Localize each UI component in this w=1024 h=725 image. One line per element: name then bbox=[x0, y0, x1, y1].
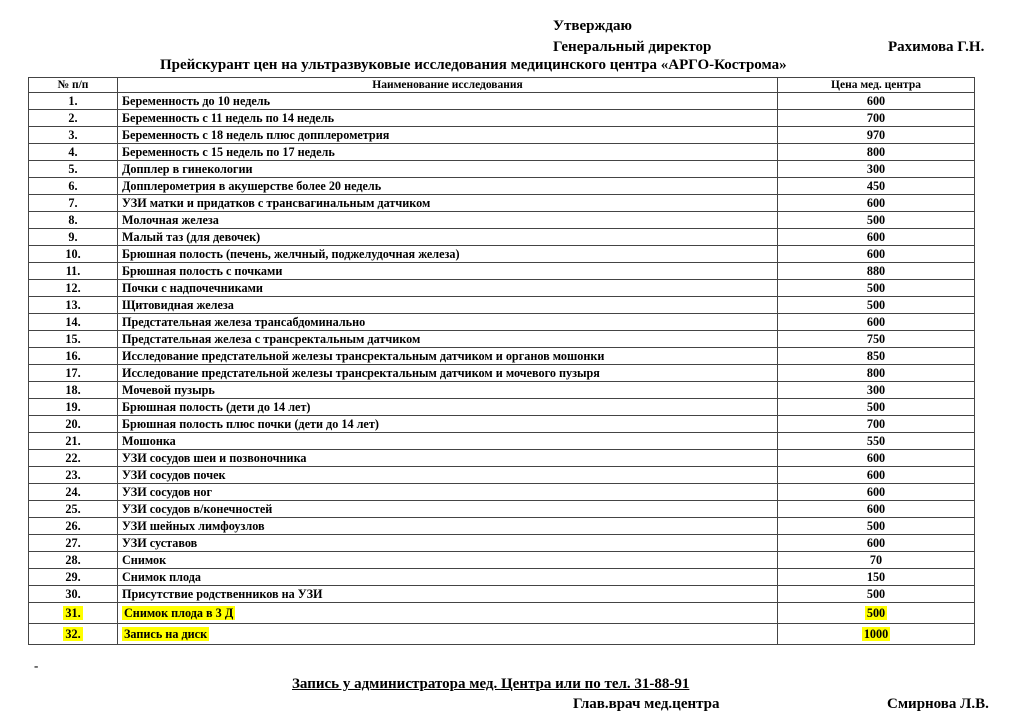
row-name-text: УЗИ сосудов почек bbox=[122, 468, 226, 482]
row-price-text: 700 bbox=[866, 417, 886, 431]
row-number-text: 14. bbox=[65, 315, 81, 329]
row-name-text: Присутствие родственников на УЗИ bbox=[122, 587, 323, 601]
stray-dash: - bbox=[34, 658, 39, 673]
row-number-text: 6. bbox=[68, 179, 78, 193]
row-number bbox=[29, 229, 118, 246]
row-number bbox=[29, 624, 118, 645]
table-row bbox=[29, 127, 975, 144]
row-price-text: 600 bbox=[866, 485, 886, 499]
row-number bbox=[29, 552, 118, 569]
row-name bbox=[118, 212, 778, 229]
row-price-text: 600 bbox=[866, 536, 886, 550]
row-price-text: 600 bbox=[866, 230, 886, 244]
row-price bbox=[778, 433, 975, 450]
row-name bbox=[118, 297, 778, 314]
table-row bbox=[29, 144, 975, 161]
row-name-text: Предстательная железа трансабдоминально bbox=[122, 315, 366, 329]
row-price bbox=[778, 603, 975, 624]
table-row bbox=[29, 569, 975, 586]
table-row bbox=[29, 246, 975, 263]
row-name-text: Щитовидная железа bbox=[122, 298, 234, 312]
row-number bbox=[29, 127, 118, 144]
row-price-text: 150 bbox=[866, 570, 886, 584]
row-price-text: 500 bbox=[866, 606, 886, 620]
table-row bbox=[29, 161, 975, 178]
row-name-text: Исследование предстательной железы трансректальным датчиком и мочевого пузыря bbox=[122, 366, 600, 380]
table-row bbox=[29, 263, 975, 280]
table-row bbox=[29, 331, 975, 348]
row-number-text: 13. bbox=[65, 298, 81, 312]
table-row bbox=[29, 93, 975, 110]
row-number-text: 2. bbox=[68, 111, 78, 125]
row-price-text: 600 bbox=[866, 196, 886, 210]
chief-doctor-name: Смирнова Л.В. bbox=[887, 696, 989, 712]
row-number bbox=[29, 161, 118, 178]
table-row bbox=[29, 484, 975, 501]
row-number bbox=[29, 586, 118, 603]
row-name-text: УЗИ суставов bbox=[122, 536, 198, 550]
row-number-text: 31. bbox=[65, 606, 81, 620]
row-name-text: УЗИ сосудов в/конечностей bbox=[122, 502, 273, 516]
row-name-text: Снимок плода в 3 Д bbox=[124, 606, 234, 620]
row-name bbox=[118, 484, 778, 501]
row-number-text: 21. bbox=[65, 434, 81, 448]
row-name bbox=[118, 467, 778, 484]
row-number bbox=[29, 263, 118, 280]
column-header-name: Наименование исследования bbox=[118, 78, 778, 93]
row-name bbox=[118, 93, 778, 110]
row-number-text: 30. bbox=[65, 587, 81, 601]
row-number bbox=[29, 535, 118, 552]
row-name-text: Брюшная полость (дети до 14 лет) bbox=[122, 400, 311, 414]
row-number bbox=[29, 433, 118, 450]
row-name bbox=[118, 518, 778, 535]
row-price bbox=[778, 178, 975, 195]
row-name bbox=[118, 552, 778, 569]
row-price bbox=[778, 110, 975, 127]
row-name bbox=[118, 144, 778, 161]
row-price-text: 70 bbox=[869, 553, 883, 567]
table-row bbox=[29, 280, 975, 297]
table-row bbox=[29, 603, 975, 624]
table-body bbox=[29, 93, 975, 645]
row-number bbox=[29, 450, 118, 467]
table-row bbox=[29, 552, 975, 569]
row-price bbox=[778, 365, 975, 382]
row-price-text: 500 bbox=[866, 587, 886, 601]
row-price bbox=[778, 314, 975, 331]
row-price bbox=[778, 161, 975, 178]
row-number bbox=[29, 144, 118, 161]
row-number bbox=[29, 501, 118, 518]
row-number-text: 20. bbox=[65, 417, 81, 431]
director-title: Генеральный директор bbox=[553, 39, 712, 55]
row-name-text: Брюшная полость с почками bbox=[122, 264, 283, 278]
row-number-text: 10. bbox=[65, 247, 81, 261]
row-price-text: 850 bbox=[866, 349, 886, 363]
row-name-text: Беременность с 15 недель по 17 недель bbox=[122, 145, 335, 159]
row-name bbox=[118, 399, 778, 416]
row-number-text: 16. bbox=[65, 349, 81, 363]
row-price bbox=[778, 399, 975, 416]
row-name-text: Снимок плода bbox=[122, 570, 202, 584]
row-price-text: 600 bbox=[866, 315, 886, 329]
row-name-text: Молочная железа bbox=[122, 213, 219, 227]
table-row bbox=[29, 178, 975, 195]
row-name bbox=[118, 603, 778, 624]
table-row bbox=[29, 212, 975, 229]
row-name bbox=[118, 110, 778, 127]
row-price bbox=[778, 280, 975, 297]
row-name bbox=[118, 280, 778, 297]
row-number bbox=[29, 365, 118, 382]
row-number-text: 25. bbox=[65, 502, 81, 516]
row-number bbox=[29, 569, 118, 586]
row-number-text: 17. bbox=[65, 366, 81, 380]
row-name bbox=[118, 127, 778, 144]
row-number bbox=[29, 603, 118, 624]
row-number-text: 9. bbox=[68, 230, 78, 244]
row-price-text: 600 bbox=[866, 247, 886, 261]
row-price-text: 600 bbox=[866, 451, 886, 465]
row-number bbox=[29, 348, 118, 365]
table-row bbox=[29, 110, 975, 127]
row-number bbox=[29, 93, 118, 110]
row-number-text: 22. bbox=[65, 451, 81, 465]
row-price-text: 970 bbox=[866, 128, 886, 142]
row-name-text: Запись на диск bbox=[124, 627, 208, 641]
row-price-text: 500 bbox=[866, 298, 886, 312]
row-price-text: 300 bbox=[866, 383, 886, 397]
row-number-text: 18. bbox=[65, 383, 81, 397]
table-header-row bbox=[29, 78, 975, 93]
row-name bbox=[118, 331, 778, 348]
row-price-text: 500 bbox=[866, 281, 886, 295]
row-price bbox=[778, 586, 975, 603]
row-price-text: 880 bbox=[866, 264, 886, 278]
row-price bbox=[778, 297, 975, 314]
table-row bbox=[29, 382, 975, 399]
row-price bbox=[778, 501, 975, 518]
row-price bbox=[778, 624, 975, 645]
table-row bbox=[29, 450, 975, 467]
row-name-text: Допплерометрия в акушерстве более 20 недель bbox=[122, 179, 382, 193]
table-row bbox=[29, 467, 975, 484]
row-name-text: Исследование предстательной железы трансректальным датчиком и органов мошонки bbox=[122, 349, 605, 363]
row-number-text: 1. bbox=[68, 94, 78, 108]
table-row bbox=[29, 433, 975, 450]
row-name bbox=[118, 382, 778, 399]
row-name-text: УЗИ матки и придатков с трансвагинальным датчиком bbox=[122, 196, 431, 210]
appointment-note: Запись у администратора мед. Центра или по тел. 31-88-91 bbox=[292, 676, 690, 692]
row-name-text: УЗИ шейных лимфоузлов bbox=[122, 519, 265, 533]
row-number bbox=[29, 518, 118, 535]
row-name-text: Мошонка bbox=[122, 434, 176, 448]
row-name-text: Беременность с 11 недель по 14 недель bbox=[122, 111, 335, 125]
row-price-text: 450 bbox=[866, 179, 886, 193]
table-row bbox=[29, 624, 975, 645]
row-name bbox=[118, 365, 778, 382]
row-number bbox=[29, 416, 118, 433]
row-number-text: 8. bbox=[68, 213, 78, 227]
row-price bbox=[778, 535, 975, 552]
row-number-text: 23. bbox=[65, 468, 81, 482]
chief-doctor-title: Глав.врач мед.центра bbox=[573, 696, 720, 712]
row-number bbox=[29, 484, 118, 501]
table-row bbox=[29, 195, 975, 212]
row-number-text: 29. bbox=[65, 570, 81, 584]
row-number bbox=[29, 246, 118, 263]
row-number bbox=[29, 212, 118, 229]
row-number bbox=[29, 314, 118, 331]
row-number-text: 7. bbox=[68, 196, 78, 210]
row-price bbox=[778, 382, 975, 399]
document-title: Прейскурант цен на ультразвуковые исследования медицинского центра «АРГО-Кострома» bbox=[160, 57, 787, 73]
row-name bbox=[118, 416, 778, 433]
table-row bbox=[29, 501, 975, 518]
table-row bbox=[29, 365, 975, 382]
row-name-text: УЗИ сосудов ног bbox=[122, 485, 213, 499]
row-number bbox=[29, 297, 118, 314]
row-price-text: 800 bbox=[866, 366, 886, 380]
row-name bbox=[118, 263, 778, 280]
row-name-text: Брюшная полость плюс почки (дети до 14 лет) bbox=[122, 417, 379, 431]
row-name-text: Мочевой пузырь bbox=[122, 383, 215, 397]
row-price-text: 700 bbox=[866, 111, 886, 125]
row-price bbox=[778, 484, 975, 501]
row-price-text: 500 bbox=[866, 400, 886, 414]
price-table bbox=[28, 77, 975, 645]
row-price bbox=[778, 229, 975, 246]
approval-label: Утверждаю bbox=[553, 18, 632, 34]
row-name bbox=[118, 246, 778, 263]
row-number bbox=[29, 280, 118, 297]
row-price-text: 800 bbox=[866, 145, 886, 159]
row-name bbox=[118, 569, 778, 586]
row-number-text: 15. bbox=[65, 332, 81, 346]
table-row bbox=[29, 586, 975, 603]
table-row bbox=[29, 535, 975, 552]
row-number-text: 26. bbox=[65, 519, 81, 533]
row-name bbox=[118, 314, 778, 331]
row-name bbox=[118, 450, 778, 467]
table-row bbox=[29, 297, 975, 314]
row-price bbox=[778, 467, 975, 484]
row-name-text: Беременность до 10 недель bbox=[122, 94, 271, 108]
row-price-text: 550 bbox=[866, 434, 886, 448]
row-price bbox=[778, 246, 975, 263]
row-number bbox=[29, 178, 118, 195]
row-name bbox=[118, 433, 778, 450]
row-number-text: 11. bbox=[65, 264, 81, 278]
row-name bbox=[118, 178, 778, 195]
row-number-text: 24. bbox=[65, 485, 81, 499]
row-number-text: 19. bbox=[65, 400, 81, 414]
row-price bbox=[778, 127, 975, 144]
row-number-text: 28. bbox=[65, 553, 81, 567]
row-number bbox=[29, 331, 118, 348]
table-row bbox=[29, 399, 975, 416]
row-name bbox=[118, 161, 778, 178]
row-price bbox=[778, 450, 975, 467]
table-row bbox=[29, 229, 975, 246]
row-number-text: 5. bbox=[68, 162, 78, 176]
row-number-text: 27. bbox=[65, 536, 81, 550]
row-price-text: 500 bbox=[866, 213, 886, 227]
row-name-text: Брюшная полость (печень, желчный, поджелудочная железа) bbox=[122, 247, 460, 261]
row-price bbox=[778, 263, 975, 280]
row-name bbox=[118, 535, 778, 552]
row-number bbox=[29, 382, 118, 399]
row-number-text: 3. bbox=[68, 128, 78, 142]
row-name-text: УЗИ сосудов шеи и позвоночника bbox=[122, 451, 307, 465]
row-number bbox=[29, 399, 118, 416]
row-number-text: 32. bbox=[65, 627, 81, 641]
row-price-text: 600 bbox=[866, 468, 886, 482]
row-number-text: 12. bbox=[65, 281, 81, 295]
row-price bbox=[778, 416, 975, 433]
table-row bbox=[29, 348, 975, 365]
row-name-text: Снимок bbox=[122, 553, 167, 567]
row-price-text: 600 bbox=[866, 502, 886, 516]
row-name bbox=[118, 586, 778, 603]
row-name bbox=[118, 229, 778, 246]
column-header-price: Цена мед. центра bbox=[778, 78, 975, 93]
row-price-text: 750 bbox=[866, 332, 886, 346]
table-row bbox=[29, 314, 975, 331]
row-price bbox=[778, 144, 975, 161]
row-price bbox=[778, 569, 975, 586]
row-price bbox=[778, 331, 975, 348]
row-name bbox=[118, 195, 778, 212]
row-name-text: Почки с надпочечниками bbox=[122, 281, 263, 295]
row-number bbox=[29, 195, 118, 212]
row-price-text: 1000 bbox=[863, 627, 889, 641]
row-number-text: 4. bbox=[68, 145, 78, 159]
director-name: Рахимова Г.Н. bbox=[888, 39, 985, 55]
row-price bbox=[778, 195, 975, 212]
row-name-text: Предстательная железа с трансректальным датчиком bbox=[122, 332, 421, 346]
row-number bbox=[29, 110, 118, 127]
row-name-text: Допплер в гинекологии bbox=[122, 162, 253, 176]
row-price-text: 500 bbox=[866, 519, 886, 533]
row-number bbox=[29, 467, 118, 484]
row-price bbox=[778, 93, 975, 110]
row-name bbox=[118, 501, 778, 518]
row-price bbox=[778, 348, 975, 365]
table-row bbox=[29, 518, 975, 535]
row-price-text: 600 bbox=[866, 94, 886, 108]
row-name bbox=[118, 348, 778, 365]
table-row bbox=[29, 416, 975, 433]
row-price-text: 300 bbox=[866, 162, 886, 176]
row-price bbox=[778, 212, 975, 229]
row-name-text: Беременность с 18 недель плюс допплерометрия bbox=[122, 128, 390, 142]
row-price bbox=[778, 518, 975, 535]
row-name bbox=[118, 624, 778, 645]
row-price bbox=[778, 552, 975, 569]
column-header-number: № п/п bbox=[29, 78, 118, 93]
row-name-text: Малый таз (для девочек) bbox=[122, 230, 261, 244]
